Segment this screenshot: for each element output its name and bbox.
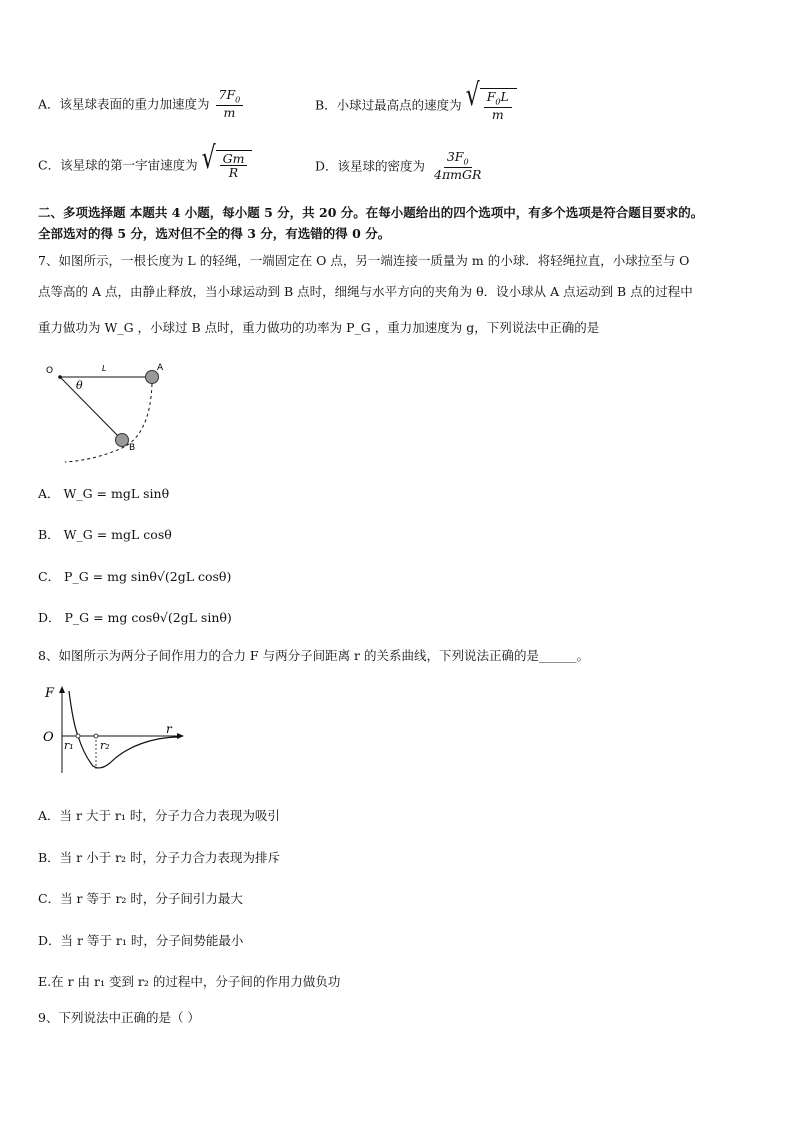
q6-option-d [315, 150, 486, 181]
q7-option-a: A． W_G = mgL sinθ [38, 486, 170, 501]
section-2-heading-line1: 二、多项选择题 本题共 4 小题，每小题 5 分，共 20 分。在每小题给出的四个选项中，有多个选项是符合题目要求的。 [38, 205, 704, 220]
q8-option-d: D．当 r 等于 r₁ 时，分子间势能最小 [38, 933, 244, 948]
q6-option-d-fraction: $\frac{3F_0}{\text{4πmGR}}$ [434, 149, 482, 182]
q7-pendulum-figure [40, 360, 200, 470]
q7-stem-line1: 7、如图所示，一根长度为 L 的轻绳，一端固定在 O 点，另一端连接一质量为 m 的小球．将轻绳拉直，小球拉至与 O [38, 253, 690, 268]
q7-ball-b [116, 434, 129, 447]
q8-label-r1: r₁ [64, 739, 74, 752]
section-2-heading-line2: 全部选对的得 5 分，选对但不全的得 3 分，有选错的得 0 分。 [38, 226, 391, 241]
q6-option-b [315, 78, 517, 122]
q8-label-r2: r₂ [100, 739, 110, 752]
q6-option-a-fraction: $\frac{7F_0}{m}$ [216, 88, 244, 119]
q7-label-a: A [157, 363, 164, 373]
q8-point-r1 [76, 734, 80, 738]
q8-force-curve [69, 691, 178, 768]
q8-option-a: A．当 r 大于 r₁ 时，分子力合力表现为吸引 [38, 808, 280, 823]
q6-option-c-label: C．该星球的第一宇宙速度为 [38, 157, 198, 173]
q7-label-b: B [129, 443, 136, 453]
q8-option-c: C．当 r 等于 r₂ 时，分子间引力最大 [38, 891, 243, 906]
q7-rope-ob [60, 377, 122, 440]
q6-option-c-sqrt: √ $\frac{Gm}{R}$ [202, 150, 253, 179]
q8-force-graph [38, 683, 188, 778]
q7-stem-line2: 点等高的 A 点，由静止释放，当小球运动到 B 点时，细绳与水平方向的夹角为 θ．设小球从 A 点运动到 B 点的过程中 [38, 284, 693, 299]
q8-label-f: F [45, 686, 55, 701]
q8-option-e: E.在 r 由 r₁ 变到 r₂ 的过程中，分子间的作用力做负功 [38, 974, 341, 989]
q7-stem-line3: 重力做功为 W_G ，小球过 B 点时，重力做功的功率为 P_G ，重力加速度为 g，下列说法中正确的是 [38, 320, 600, 335]
q7-option-d: D． P_G = mg cosθ√(2gL sinθ) [38, 610, 232, 625]
q9-stem: 9、下列说法中正确的是（ ） [38, 1010, 200, 1025]
q8-option-b: B．当 r 小于 r₂ 时，分子力合力表现为排斥 [38, 850, 281, 865]
q6-option-b-sqrt: √ $\frac{F_0L}{m}$ [466, 88, 517, 121]
q6-option-c [38, 141, 252, 181]
q8-point-r2 [94, 734, 98, 738]
q8-label-o: O [43, 730, 54, 745]
q6-option-a-label: A．该星球表面的重力加速度为 [38, 96, 210, 112]
q6-option-b-label: B．小球过最高点的速度为 [315, 97, 462, 113]
q6-option-a [38, 88, 245, 119]
q7-option-b: B． W_G = mgL cosθ [38, 527, 172, 542]
q8-f-axis-arrow [59, 686, 65, 693]
q6-option-d-label: D．该星球的密度为 [315, 158, 426, 174]
q7-label-theta: θ [76, 379, 83, 392]
q8-stem: 8、如图所示为两分子间作用力的合力 F 与两分子间距离 r 的关系曲线，下列说法正确的是______。 [38, 648, 589, 663]
q7-label-o: O [46, 366, 54, 376]
q8-r-axis-arrow [177, 733, 184, 739]
q7-label-l: L [102, 364, 107, 373]
q8-label-r: r [166, 722, 172, 736]
q7-pivot-o [58, 375, 62, 379]
q7-option-c: C． P_G = mg sinθ√(2gL cosθ) [38, 569, 232, 584]
